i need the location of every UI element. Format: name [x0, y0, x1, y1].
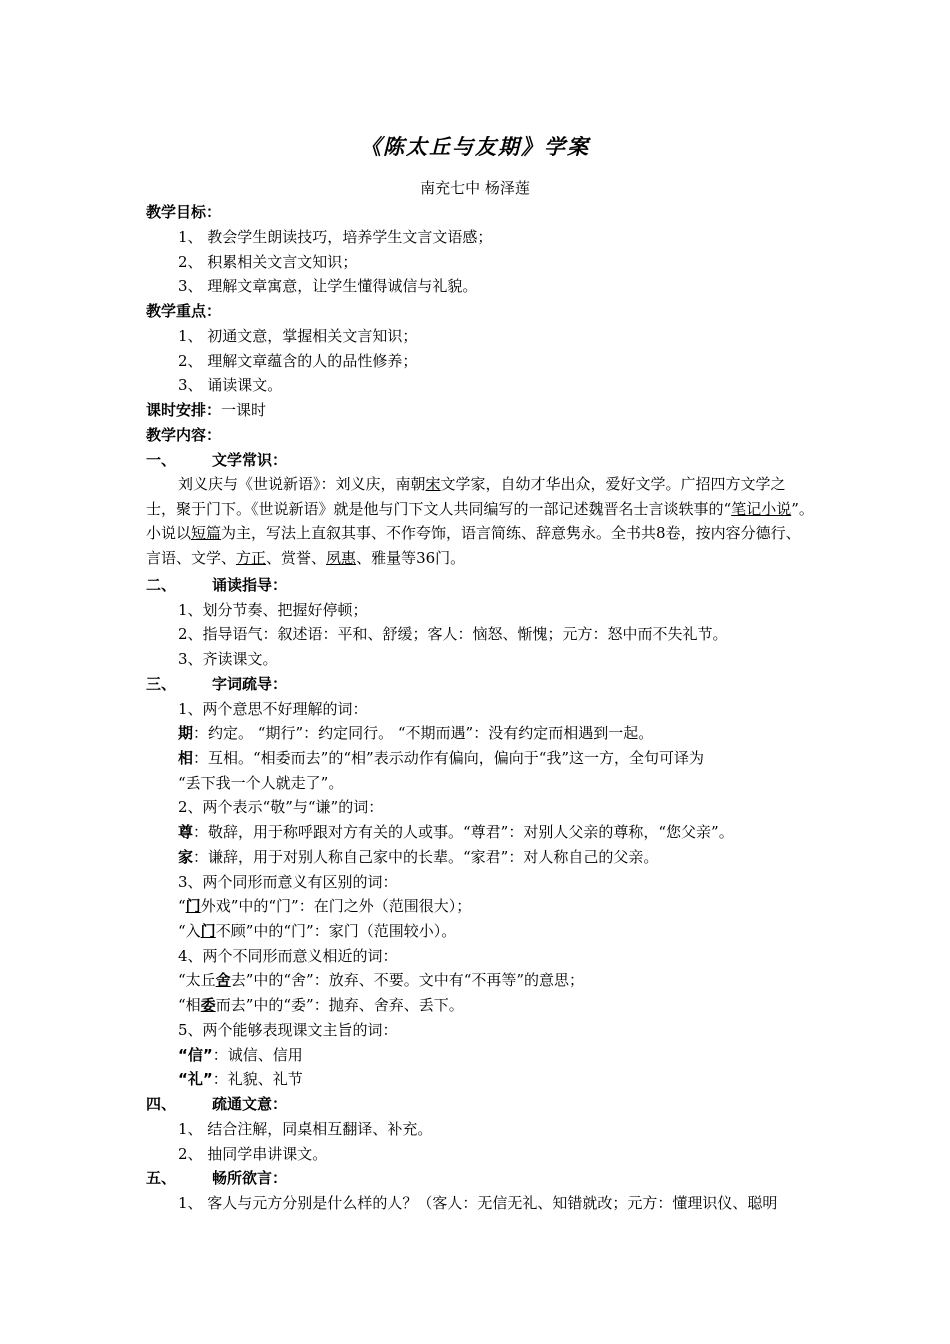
term-text: ：谦辞，用于对别人称自己家中的长辈。“家君”：对人称自己的父亲。 [193, 848, 659, 866]
section-3-heading [146, 674, 287, 694]
term-label: “信” [178, 1046, 213, 1064]
vocab-group-3: 3、两个同形而意义有区别的词： [178, 873, 398, 891]
vocab-xiang-cont: “丢下我一个人就走了”。 [178, 774, 344, 792]
reading-item: 3、齐读课文。 [178, 650, 278, 668]
translate-item: 2、 抽同学串讲课文。 [178, 1145, 328, 1163]
section-2-heading [146, 575, 287, 595]
term-text: “太丘 [178, 971, 216, 989]
term-text: “入 [178, 922, 201, 940]
underlined-term: 笔记小说 [731, 499, 792, 518]
vocab-men-2 [178, 921, 456, 941]
term-text: “ [178, 897, 186, 915]
section-number: 三、 [146, 675, 177, 693]
key-point-item: 1、 初通文意，掌握相关文言知识； [178, 327, 418, 345]
term-label: 家 [178, 848, 194, 866]
author-line: 南充七中 杨泽莲 [420, 179, 530, 197]
term-label: 尊 [178, 823, 194, 841]
section-4-heading [146, 1094, 287, 1114]
section-1-heading [146, 450, 287, 470]
term-text: “相 [178, 996, 201, 1014]
term-text: ：约定。 “期行”：约定同行。 “不期而遇”：没有约定而相遇到一起。 [193, 724, 654, 742]
vocab-xin [178, 1045, 303, 1065]
vocab-xiang [178, 748, 704, 768]
underlined-term: 委 [200, 996, 216, 1014]
key-point-item: 2、 理解文章蕴含的人的品性修养； [178, 352, 418, 370]
underlined-term: 门 [185, 897, 201, 915]
term-text: ：敬辞，用于称呼跟对方有关的人或事。“尊君”：对别人父亲的尊称，“您父亲”。 [193, 823, 734, 841]
term-label: “礼” [178, 1070, 213, 1088]
reading-item: 1、划分节奏、把握好停顿； [178, 601, 368, 619]
vocab-li [178, 1069, 303, 1089]
vocab-group-2: 2、两个表示“敬”与“谦”的词： [178, 798, 384, 816]
para-text: 文学家，自幼才华出众，爱好文学。广招四方文学之士，聚于门下。《世说新语》就是他与门下文人共同编写的一部记述魏晋名士言谈轶事的“ [146, 475, 786, 518]
section-title: 文学常识： [212, 451, 288, 469]
section-number: 五、 [146, 1169, 177, 1187]
para-text: 、雅量等36门。 [356, 548, 466, 567]
underlined-term: 门 [200, 922, 216, 940]
key-point-item: 3、 诵读课文。 [178, 376, 283, 394]
term-text: ：礼貌、礼节 [212, 1070, 303, 1088]
section-number: 二、 [146, 576, 177, 594]
section-5-heading [146, 1168, 287, 1188]
reading-item: 2、指导语气：叙述语：平和、舒缓；客人：恼怒、惭愧；元方：怒中而不失礼节。 [178, 625, 728, 643]
term-text: 去”中的“舍”：放弃、不要。文中有“不再等”的意思； [230, 971, 585, 989]
section-title: 诵读指导： [212, 576, 288, 594]
vocab-men-1 [178, 896, 471, 916]
underlined-term: 舍 [215, 971, 231, 989]
key-points-heading: 教学重点： [146, 302, 222, 320]
term-label: 期 [178, 724, 194, 742]
section-title: 字词疏导： [212, 675, 288, 693]
term-label: 相 [178, 749, 194, 767]
underlined-term: 短篇 [191, 524, 222, 543]
para-text: 、赏誉、 [266, 548, 327, 567]
section-number: 四、 [146, 1095, 177, 1113]
vocab-wei [178, 995, 464, 1015]
vocab-jia [178, 847, 658, 867]
vocab-group-5: 5、两个能够表现课文主旨的词： [178, 1021, 398, 1039]
vocab-she [178, 970, 584, 990]
term-text: ：诚信、信用 [212, 1046, 303, 1064]
section-title: 疏通文意： [212, 1095, 288, 1113]
vocab-group-4: 4、两个不同形而意义相近的词： [178, 947, 398, 965]
translate-item: 1、 结合注解，同桌相互翻译、补充。 [178, 1120, 433, 1138]
underlined-term: 宋 [425, 475, 441, 493]
discussion-item: 1、 客人与元方分别是什么样的人？（客人：无信无礼、知错就改；元方：懂理识仪、聪明 [178, 1194, 778, 1212]
document-title: 《陈太丘与友期》学案 [360, 134, 590, 159]
section-number: 一、 [146, 451, 177, 469]
vocab-qi [178, 723, 653, 743]
goal-item: 2、 积累相关文言文知识； [178, 253, 358, 271]
literature-paragraph [146, 472, 814, 570]
underlined-term: 方正 [236, 548, 267, 567]
term-text: ：互相。“相委而去”的“相”表示动作有偏向，偏向于“我”这一方，全句可译为 [193, 749, 705, 767]
underlined-term: 夙惠 [326, 548, 357, 567]
goal-item: 1、 教会学生朗读技巧，培养学生文言文语感； [178, 228, 493, 246]
goals-heading: 教学目标： [146, 203, 222, 221]
vocab-zun [178, 822, 734, 842]
section-title: 畅所欲言： [212, 1169, 288, 1187]
schedule-value: 一课时 [221, 401, 267, 419]
vocab-group-1: 1、两个意思不好理解的词： [178, 700, 368, 718]
term-text: 而去”中的“委”：抛弃、舍弃、丢下。 [215, 996, 464, 1014]
term-text: 外戏”中的“门”：在门之外（范围很大）； [200, 897, 472, 915]
para-text: ”。小说以 [146, 499, 814, 543]
para-text: 刘义庆与《世说新语》：刘义庆，南朝 [178, 475, 426, 493]
para-text: 为主，写法上直叙其事、不作夸饰，语言简练、辞意隽永。全书共8卷，按内容分德行、言语、文学、 [146, 524, 801, 567]
content-heading: 教学内容： [146, 426, 222, 444]
schedule-label: 课时安排： [146, 401, 222, 419]
schedule-line [146, 400, 266, 420]
term-text: 不顾”中的“门”：家门（范围较小）。 [215, 922, 457, 940]
goal-item: 3、 理解文章寓意，让学生懂得诚信与礼貌。 [178, 277, 478, 295]
